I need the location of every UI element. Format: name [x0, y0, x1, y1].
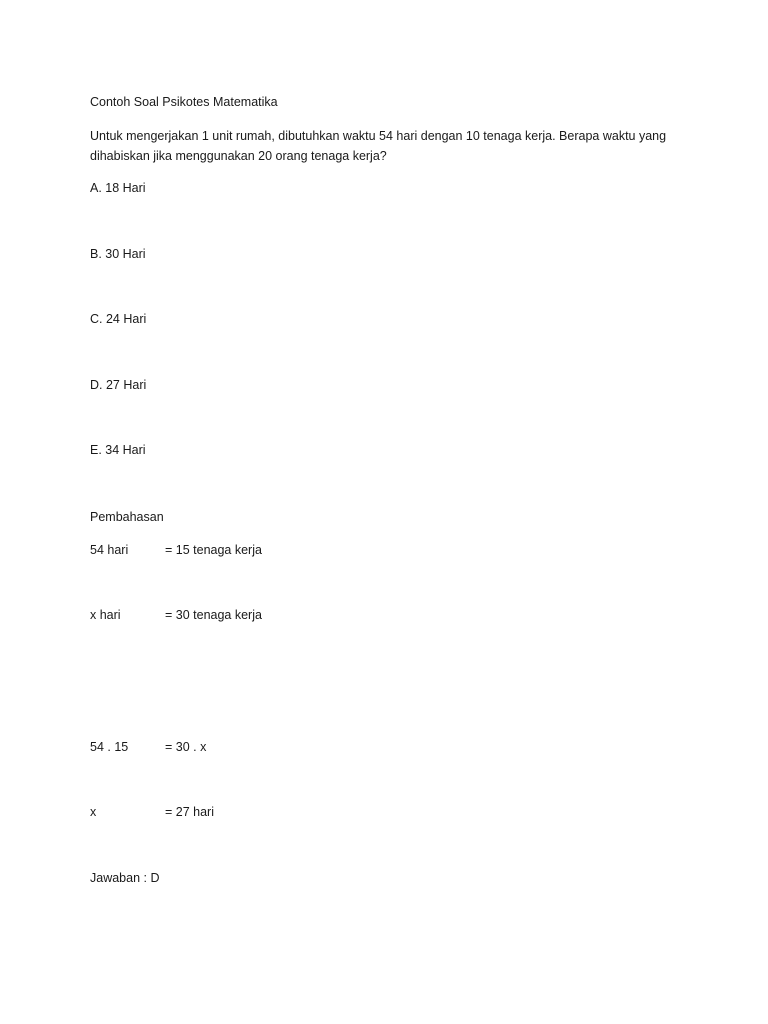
page-title: Contoh Soal Psikotes Matematika [90, 95, 278, 109]
equation-1-rhs: = 15 tenaga kerja [165, 543, 262, 557]
option-e: E. 34 Hari [90, 443, 146, 457]
answer-text: Jawaban : D [90, 871, 160, 885]
option-a: A. 18 Hari [90, 181, 146, 195]
equation-4-lhs: x [90, 805, 97, 819]
equation-3-rhs: = 30 . x [165, 740, 207, 754]
equation-1-lhs: 54 hari [90, 543, 129, 557]
equation-2-lhs: x hari [90, 608, 121, 622]
question-line-1: Untuk mengerjakan 1 unit rumah, dibutuhkan waktu 54 hari dengan 10 tenaga kerja. Berapa waktu yang [90, 129, 667, 143]
equation-4-rhs: = 27 hari [165, 805, 214, 819]
equation-2-rhs: = 30 tenaga kerja [165, 608, 262, 622]
option-c: C. 24 Hari [90, 312, 147, 326]
question-text [90, 126, 690, 166]
question-line-2: dihabiskan jika menggunakan 20 orang tenaga kerja? [90, 149, 387, 163]
equation-3-lhs: 54 . 15 [90, 740, 129, 754]
option-b: B. 30 Hari [90, 247, 146, 261]
option-d: D. 27 Hari [90, 378, 147, 392]
discussion-heading: Pembahasan [90, 510, 164, 524]
